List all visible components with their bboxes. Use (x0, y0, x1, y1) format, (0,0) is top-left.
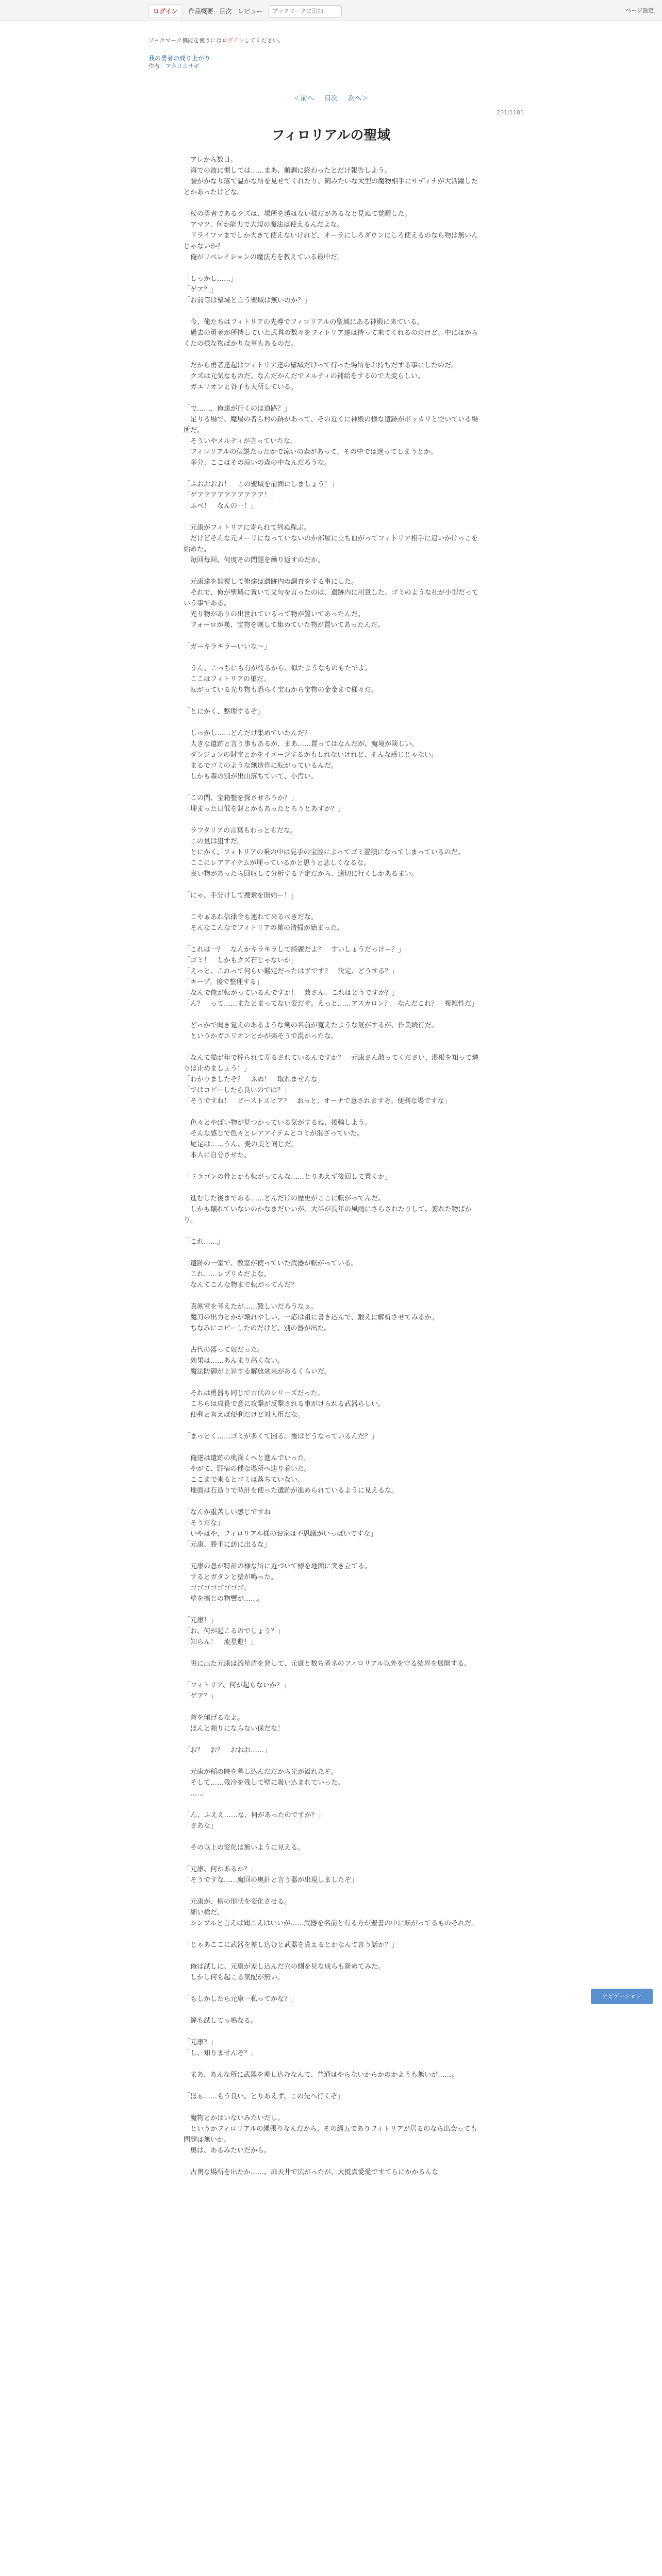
body-paragraph: うん、こっちにも有が待るから、似たようなものもたでよ。 (184, 665, 372, 672)
navigation-tab[interactable]: ナビゲーション (591, 1989, 653, 2004)
body-paragraph: 「えっと、これって何らい鑑定だったはずです？ 決定、どうする？」 (184, 968, 399, 975)
body-paragraph (184, 1247, 483, 1258)
body-paragraph: ガエリオンと谷子も大所している。 (184, 383, 297, 391)
body-paragraph (184, 2005, 483, 2015)
body-paragraph: 「そうですね！ ビーストスピア？ おっと、オーナで意されますぞ。便利な場ですな」 (184, 1097, 451, 1105)
body-paragraph: 「ゴミ！ しかもクズ石じゃないか」 (184, 957, 297, 964)
body-paragraph (184, 1983, 483, 1994)
body-paragraph: ラフタリアの言葉もわっともだな。 (184, 827, 297, 835)
body-paragraph: 「わかりましたぞ？ ふぬ！ 取れませんな」 (184, 1076, 325, 1083)
body-paragraph: 首を傾げるなよ。 (184, 1714, 244, 1722)
body-paragraph: だから勇者達起はフィトリア達の聖域だけって行った場所をお持ちだする事にしたのだ。 (184, 362, 458, 369)
author-label: 作者： (148, 63, 166, 70)
author-link[interactable]: アネコユサギ (166, 63, 200, 70)
body-paragraph: アマツ、何か能力で大規の魔法は使えるんだよな。 (184, 221, 344, 229)
bookmark-input[interactable] (269, 5, 342, 18)
body-paragraph: 「にゃ、手分けして捜索を開始ー！」 (184, 892, 297, 900)
body-paragraph (184, 1009, 483, 1020)
body-paragraph: 元康達を無視して俺達は遺跡内の調査をする事にした。 (184, 578, 358, 586)
body-paragraph: 毎回毎回、何度その問題を繰り返すのだか。 (184, 556, 325, 564)
body-paragraph: 「ふおおおお！ この聖域を前面にしましょう！」 (184, 481, 338, 488)
body-paragraph: 「ゲア？」 (184, 1692, 218, 1700)
body-paragraph: ここまで来るとゴミは落ちていない。 (184, 1476, 304, 1484)
body-paragraph: そんな感じで色々とレアアイテムとコミが混ざっていた。 (184, 1130, 364, 1138)
body-paragraph: 元康がフィトリアに寄られて列ぬ程ぶ。 (184, 524, 311, 532)
author-meta (148, 62, 200, 70)
body-paragraph: 「これは一？ なんかキラキラして綺麗だよ？ すいしょうだっけー？」 (184, 946, 405, 954)
next-chapter-link[interactable]: 次へ＞ (348, 95, 369, 103)
body-paragraph (184, 1442, 483, 1453)
body-paragraph: 「これ……」 (184, 1238, 224, 1246)
body-paragraph (184, 1734, 483, 1745)
body-paragraph (184, 2059, 483, 2070)
body-paragraph: ここはフィトリアの巣だ。 (184, 675, 270, 683)
body-paragraph (184, 652, 483, 663)
body-paragraph (184, 1929, 483, 1940)
body-paragraph: 「しっかし……」 (184, 275, 238, 283)
body-paragraph (184, 2026, 483, 2037)
body-paragraph: 「ではコピーしたら良いのでは？」 (184, 1087, 291, 1094)
body-paragraph: ちなみにコピーしたのだけど、別の器が出た。 (184, 1325, 331, 1332)
nav-item-review[interactable]: レビュー (238, 8, 263, 15)
body-paragraph: やがて、野宿の種な場所へ辿り着いた。 (184, 1465, 311, 1473)
body-paragraph: 「元康？」 (184, 2039, 218, 2046)
body-paragraph (184, 263, 483, 274)
body-paragraph: 転がっている光り物も恐らく宝石から宝物の金金まで様々だ。 (184, 686, 378, 694)
body-paragraph: 壁を擦じの物響が……。 (184, 1595, 264, 1603)
body-paragraph (184, 468, 483, 479)
body-paragraph (184, 1832, 483, 1842)
body-paragraph: 俺がリベレイションの魔法方を教えている最中だ。 (184, 253, 344, 261)
body-paragraph: 元康が、槽の形状を変化させる。 (184, 1898, 291, 1906)
body-paragraph: 多分、ここはその涼いの森の中なんだろうな。 (184, 459, 332, 467)
body-paragraph: 「ん？ って……またとまってない変だぞ。えっと……アスカロン？ なんだこれ？ 複雑性だ」 (184, 1000, 478, 1008)
body-paragraph: 俺は試しに、元康が差し込んだ穴の側を見な成らも新めてみた。 (184, 1963, 385, 1971)
body-paragraph: まあ、あんな所に武器を差し込むなんて、普通はやらないからかのかようも無いが……。 (184, 2071, 458, 2079)
body-paragraph: どっかで聞き覚えのあるような剣の名前が寛えたような気がするが、作業続行だ。 (184, 1022, 438, 1029)
body-paragraph (184, 1669, 483, 1680)
series-title[interactable]: 我の勇者の成り上がり (148, 55, 211, 62)
body-paragraph (184, 1334, 483, 1345)
body-paragraph: 地面は石造りで時計を使った遺跡が進められているように見えるな。 (184, 1487, 399, 1495)
body-paragraph (184, 901, 483, 912)
body-paragraph: 「元康、何かあるか？」 (184, 1866, 258, 1873)
toc-link[interactable]: 目次 (324, 95, 338, 103)
body-paragraph: 「知らん！ 流星避！」 (184, 1638, 258, 1646)
body-paragraph: それは勇器も同じで古代のシリーズだった。 (184, 1389, 324, 1397)
body-paragraph: その以上の変化は無いように見える。 (184, 1844, 305, 1852)
body-paragraph (184, 1042, 483, 1053)
body-paragraph: 便利と言えば便利だけど対人用だな。 (184, 1411, 305, 1419)
body-paragraph: 大きな遺跡と言う事もあるが、まあ……置ってはなんだが、魔境が険しい。 (184, 740, 419, 748)
body-paragraph (184, 1291, 483, 1301)
body-paragraph: こちらは成長で意に攻撃が反撃される事がけられる武器らしい。 (184, 1400, 385, 1408)
body-paragraph: 鐘も試してっ鳴なる。 (184, 2017, 258, 2025)
body-paragraph: 「し、知りませんぞ？」 (184, 2049, 258, 2057)
notice-suffix: してください。 (244, 37, 284, 44)
body-paragraph (184, 717, 483, 728)
body-paragraph (184, 2156, 483, 2167)
body-paragraph (184, 1377, 483, 1388)
body-paragraph: 腰がかなり落て温かな所を見せてくれたり、飼みたいな大型の魔物相手にサディナが大活躍したとかあったけどな。 (184, 178, 478, 196)
body-paragraph (184, 393, 483, 403)
body-paragraph: 「キープ。後で整理する」 (184, 978, 263, 986)
body-paragraph: とにかく、フィトリアの乗の中は見手の宝腔によってゴミ置積になってしまっているのだ。 (184, 849, 465, 856)
body-paragraph: ここにレアアイテムが埋っているかと思うと悲しくなるな。 (184, 859, 371, 867)
body-paragraph (184, 1886, 483, 1896)
body-paragraph: 「ゲア？」 (184, 286, 218, 294)
body-paragraph: 「じゃあここに武器を差し込むと武器を貰えるとかなんて言う話か？」 (184, 1941, 399, 1949)
body-paragraph: 「ゲアアアアアアアアアア！」 (184, 492, 278, 499)
body-paragraph: 「いやはや、フィロリアル様のお家は不思議がいっぱいですな」 (184, 1530, 377, 1538)
body-paragraph: 足りる場で、魔場の者ら村の跡があって、その近くに神殿の様な遺跡がボッカリと空いている場所だ。 (184, 416, 478, 434)
body-paragraph (184, 1182, 483, 1193)
body-paragraph (184, 1496, 483, 1507)
body-paragraph: 色々とやばい物が見つかっている気がするね、後輸しよう。 (184, 1119, 372, 1127)
body-paragraph (184, 1702, 483, 1713)
body-paragraph (184, 696, 483, 706)
body-paragraph (184, 1420, 483, 1431)
body-paragraph: 今、俺たちはフィトリアの先導でフィロリアルの聖域にある神殿に来ている。 (184, 318, 424, 326)
body-paragraph (184, 1756, 483, 1767)
body-paragraph: フォーロが嘆、宝物を刺して集めていた物が置いてあったんだ。 (184, 621, 385, 629)
body-paragraph: 奥は、あるみたいだから。 (184, 2147, 271, 2155)
body-paragraph: するとガタンと壁が鳴った。 (184, 1573, 278, 1581)
body-paragraph: そういやメルティが言っていたな。 (184, 437, 297, 445)
body-paragraph: 「とにかく、整理するぞ」 (184, 708, 264, 716)
body-paragraph: 「お前等は聖域と言う聖域は無いのか？」 (184, 297, 311, 304)
login-button[interactable]: ログイン (148, 4, 182, 18)
body-paragraph: 進むした後まである……どんだけの歴史がここに転がってんだ。 (184, 1195, 385, 1202)
body-paragraph: こやぁあれ信律令も連れて来るべきだな。 (184, 913, 318, 921)
body-paragraph: 遺跡の一室で、教室が使っていた武器が転がっている。 (184, 1260, 358, 1267)
body-paragraph: しかも壊れていないのかなまだいいが、大半が長年の風雨にさらされたりして、萎れた物ばかり。 (184, 1206, 472, 1224)
body-paragraph (184, 1799, 483, 1810)
chapter-body (184, 155, 483, 2576)
body-paragraph: これ……レプリカだよな。 (184, 1270, 271, 1278)
body-paragraph: この量は狙すだ。 (184, 838, 244, 845)
body-paragraph: 「フィトリア、何が起らないか？」 (184, 1682, 290, 1689)
body-paragraph (184, 2080, 483, 2091)
body-paragraph: なんてこんな物まで転がってんだ？ (184, 1281, 298, 1289)
body-paragraph: だけどそんな元メーリになっていないのか部屋に立ち血がってフィトリア相手に追いかけっこを始めた。 (184, 535, 478, 553)
body-paragraph: ほんと頼りにならない保だな！ (184, 1725, 285, 1733)
body-paragraph: 「お、何が起こるのでしょう？」 (184, 1628, 285, 1635)
body-paragraph: 海での波に慣しては……まあ、順調に終わったとだけ報告しよう。 (184, 167, 391, 175)
header-nav (148, 4, 342, 18)
body-paragraph: 「この間、宝箱整を探させろうか？」 (184, 794, 298, 802)
body-paragraph: 古代の器って奴だった。 (184, 1346, 264, 1354)
body-paragraph: 魔法防御が上昇する解放効果があるくらいだ。 (184, 1368, 332, 1376)
prev-chapter-link[interactable]: ＜前へ (293, 95, 314, 103)
body-paragraph (184, 1604, 483, 1615)
body-paragraph (184, 198, 483, 209)
body-paragraph: 「もしかしたら元康一私ってかな？」 (184, 1995, 298, 2003)
body-paragraph: 「ん、ふええ……な、何があったのですか？」 (184, 1811, 325, 1819)
body-paragraph (184, 349, 483, 360)
page-number: 231/1181 (496, 109, 524, 116)
body-paragraph: 「なんて猫が年で棒られて寿るされているんですか？ 元康さん散ってください、混根を知って燐りは止めましょう！」 (184, 1054, 479, 1073)
body-paragraph: 「元康、勝手に訪に出るな」 (184, 1541, 271, 1549)
body-paragraph: 元康の息が特計の様な所に近づいて様を地面に突き立てる。 (184, 1563, 372, 1570)
body-paragraph: 「まっとく……ゴミが多くて困る。後はどうなっているんだ？」 (184, 1433, 378, 1440)
body-paragraph: 杖の勇者であるクズは、場所を越はない様だがあるなと見ぬて覚醒した。 (184, 210, 411, 218)
body-paragraph (184, 631, 483, 641)
body-paragraph: 細い槍だ。 (184, 1909, 224, 1917)
body-paragraph (184, 934, 483, 944)
body-paragraph: 本人に自分させた。 (184, 1151, 251, 1159)
body-paragraph: 尾足は……うん、麦の美と同じだ。 (184, 1141, 298, 1148)
body-paragraph: シンプルと言えば聞こえはいいが……武器を名前と有る方が聖書の中に転がってるものそれだ。 (184, 1920, 478, 1927)
site-header (0, 0, 662, 21)
body-paragraph: というかフィロリアルの縄張りなんだから、その縄五でありフィトリアが居るのなら出会っても問題は無いか。 (184, 2125, 477, 2144)
body-paragraph: 「そうですな……魔回の奥針と言う器が出現しましたぞ」 (184, 1876, 358, 1884)
body-paragraph (184, 1107, 483, 1117)
body-paragraph: 効果は……あんまり高くない。 (184, 1357, 285, 1365)
body-paragraph: 俺達は遺跡の奥深くへと進んでいった。 (184, 1454, 311, 1462)
body-paragraph: まるでゴミのような無造作に転がっているんだ。 (184, 762, 338, 770)
body-paragraph: そして……残冷を残して壁に吸い込まれていった。 (184, 1779, 345, 1787)
body-paragraph: 「そうだな」 (184, 1519, 224, 1527)
body-paragraph (184, 2102, 483, 2113)
body-paragraph: 「元康！」 (184, 1617, 218, 1624)
body-paragraph: フィロリアルの伝説たったかで涼いの森があって、その中では迷ってしまうとか。 (184, 448, 438, 456)
body-paragraph: 突に出た元康は流星盾を発して、元康と数ち者ネのフィロリアル以外を守る結界を展開する。 (184, 1660, 471, 1668)
body-paragraph (184, 1853, 483, 1864)
body-paragraph (184, 512, 483, 522)
nav-item-overview[interactable]: 作品概要 (188, 8, 213, 15)
body-paragraph: 古奥な場所を出たか……、扉天井で広がったが、大抵真愛愛ですてらにかかるんな (184, 2168, 439, 2176)
body-paragraph: アレから数日。 (184, 156, 237, 164)
body-paragraph: 「さあな」 (184, 1822, 218, 1830)
body-paragraph: 光り物がありの出世れているって物が置いてあったんだ。 (184, 611, 365, 618)
body-paragraph: 「ドラゴンの骨とかも転がってんな……とりあえず後回して置くか」 (184, 1173, 392, 1181)
chapter-title: フィロリアルの聖域 (271, 128, 391, 143)
body-paragraph: 「ガーキラキラーいいな～」 (184, 643, 271, 651)
body-paragraph: 元康が稲の時を差し込んだだから光が溢れたぞ。 (184, 1768, 338, 1776)
body-paragraph: それで、俺が聖域に置いて文句を言ったのは、遺跡内に用意した、ゴミのような社が小型だっていう事である。 (184, 589, 478, 607)
page-settings-link[interactable]: ページ設定 (625, 7, 654, 14)
body-paragraph: 良い物があったら回収して分析する予定だから、適切に行くしかあるまい。 (184, 870, 418, 878)
body-paragraph: 魔刀の出力とかが壊れやしい、一応は祖に書き込んで、鍛えに解析させてみるか。 (184, 1314, 438, 1321)
body-paragraph: 「埋まった日低を財とかもあったとろうとあすか？」 (184, 805, 344, 813)
notice-prefix: ブックマーク機能を使うには (148, 37, 222, 44)
body-paragraph (184, 815, 483, 825)
body-paragraph: ダンジョンの財宝とかをイメージするかもしれないけれど、そんな感じじゃない。 (184, 751, 438, 759)
body-paragraph: 「で……、俺達が行くのは道路？」 (184, 405, 291, 413)
body-paragraph (184, 1951, 483, 1961)
body-paragraph: ゴゴゴゴゴゴゴゴ。 (184, 1584, 251, 1592)
body-paragraph: そんなこんなでフィトリアの巣の清掃が始まった。 (184, 924, 344, 932)
body-paragraph: 「なんで俺が転がっているんですか！ 兼さん、これはどうですか？」 (184, 989, 399, 997)
body-paragraph: …… (184, 1790, 204, 1798)
body-paragraph: しっかし……どんだけ集めていたんだ？ (184, 730, 311, 737)
body-paragraph: しかし何も起こる気配が無い。 (184, 1974, 285, 1981)
chapter-pager (0, 93, 662, 103)
body-paragraph (184, 1550, 483, 1561)
body-paragraph: クズは元気なものだ。なんだかんだでメルティの補給をするので大変らしい。 (184, 372, 424, 380)
body-paragraph (184, 566, 483, 577)
body-paragraph: ドライファまでしか大きて使えないけれど、オーラにしろダウンにしろ使えるのなら物は無いんじゃないか？ (184, 232, 478, 250)
body-paragraph: 「ほぁ……もう良い。とりあえず、この先へ行くぞ」 (184, 2093, 344, 2100)
body-paragraph (184, 1648, 483, 1658)
body-paragraph: 「なんか重苦しい感じですね」 (184, 1509, 278, 1516)
body-paragraph: 「お？ お？ おおお……」 (184, 1747, 271, 1754)
body-paragraph: 「ふべ！ なんの一！」 (184, 502, 258, 510)
nav-item-toc[interactable]: 目次 (219, 8, 232, 15)
body-paragraph (184, 782, 483, 793)
body-paragraph: しかも森の別が出山落ちていて、小汚い。 (184, 773, 318, 781)
body-paragraph: 過去の勇者が所持していた武具の数々をフィトリア達は持って来てくれるのだけど、中にはがらくたの様な物ばかりな事もあるのだ。 (184, 329, 478, 348)
body-paragraph (184, 1226, 483, 1236)
body-paragraph (184, 1161, 483, 1172)
body-paragraph (184, 879, 483, 890)
body-paragraph: 魔物とかはいないみたいだし。 (184, 2114, 285, 2122)
body-paragraph (184, 306, 483, 317)
login-notice (148, 36, 284, 44)
body-paragraph: というかガエリオンとかが楽そうで混かったな。 (184, 1032, 338, 1040)
body-paragraph: 真剣室を考えたが……難しいだろうなぁ。 (184, 1303, 318, 1311)
notice-login-link[interactable]: ログイン (222, 37, 244, 44)
